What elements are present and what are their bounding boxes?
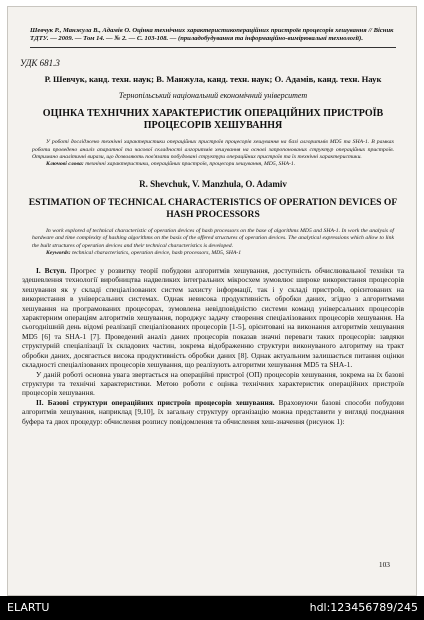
authors-english: R. Shevchuk, V. Manzhula, O. Adamiv bbox=[139, 179, 287, 190]
udk-code: УДК 681.3 bbox=[20, 58, 60, 69]
affiliation: Тернопільський національний економічний університет bbox=[118, 91, 308, 101]
keywords-ukrainian bbox=[32, 161, 394, 168]
keywords-english-text: technical characteristics, operation device, hash processors, MD5, SHA-1 bbox=[72, 249, 242, 256]
section1-paragraph2: У даній роботі основна увага звертається на операційні пристрої (ОП) процесорів хешування, зокрема на їх базові структури та технічні характеристики. Метою роботи є оцінка технічних характеристик операційних пристроїв процесорів хешування. bbox=[22, 369, 404, 398]
section1-paragraph1 bbox=[22, 266, 404, 369]
keywords-english-label: Keywords: bbox=[46, 249, 71, 256]
page-content bbox=[22, 17, 404, 595]
title-ukrainian: ОЦІНКА ТЕХНІЧНИХ ХАРАКТЕРИСТИК ОПЕРАЦІЙНИХ ПРИСТРОЇВ ПРОЦЕСОРІВ ХЕШУВАННЯ bbox=[42, 108, 384, 132]
section2-heading: ІІ. Базові структури операційних пристроїв процесорів хешування. bbox=[36, 397, 275, 407]
section1-text1: Прогрес у розвитку теорії побудови алгоритмів хешування, доступність обчислювальної техніки та здешевлення технології виробництва надвеликих інтегральних мікросхем зумовлює широке використання процесорів хешування як у складі спеціалізованих систем захисту інформації, так і у складі пристроїв, орієнтованих на використання в універсальних системах. Однак невисока продуктивність обробки даних, згідно з алгоритмами хешування на програмованих процесорах, зумовлена невідповідністю системи команд універсальних процесорів характерним операціям алгоритмів хешування, породжує задачу створення спеціалізованих процесорів хешування. На сьогоднішній день відомі реалізації спеціалізованих процесорів [1-5], орієнтовані на виконання алгоритмів хешування MD5 [6] та SHA-1 [7]. Проведений аналіз даних процесорів показав значні переваги таких процесорів: завдяки структурній спеціалізації їх складових частин, зокрема відображенню структури виконуваного алгоритму на тракт обробки даних, досягається висока продуктивність обробки даних [8]. Однак актуальним залишається питання оцінки складності спеціалізованих процесорів хешування, що реалізують алгоритми хешування MD5 та SHA-1. bbox=[22, 266, 404, 370]
page-number: 103 bbox=[378, 560, 390, 569]
keywords-english bbox=[32, 250, 394, 257]
handle-identifier[interactable]: hdl:123456789/245 bbox=[309, 601, 418, 614]
repository-name: ELARTU bbox=[7, 601, 50, 614]
title-english: ESTIMATION OF TECHNICAL CHARACTERISTICS OF OPERATION DEVICES OF HASH PROCESSORS bbox=[28, 197, 398, 221]
scanned-page bbox=[7, 6, 417, 596]
citation-header: Шевчук Р., Манжула В., Адамів О. Оцінка технічних характеристикопераційних пристроїв процесорів хешування // Вісник ТДТУ. — 2009. — Том 14. — № 2. — С. 103-108. — (приладобудування та інформаційно-вимірювальні технології). bbox=[30, 27, 396, 48]
section2-paragraph1 bbox=[22, 398, 404, 426]
keywords-ukrainian-text: технічні характеристики, операційних пристроїв, процесори хешування, MD5, SHA-1. bbox=[85, 161, 296, 168]
authors-ukrainian: Р. Шевчук, канд. техн. наук; В. Манжула, канд. техн. наук; О. Адамів, канд. техн. Наук bbox=[44, 74, 382, 85]
article-body bbox=[22, 266, 404, 426]
abstract-english: In work explored of technical characteristic of operation devices of hash processors on the base of algorithms MD5 and SHA-1. In work the analysis of hardware and time complexity of hashing algorithms on the basis of the offered structures of operation devices. The analytical expressions which allow to link the built structures of operation devices and their technical characteristics is developed. bbox=[32, 228, 394, 249]
repository-footer-bar bbox=[0, 596, 424, 620]
keywords-ukrainian-label: Ключові слова: bbox=[46, 161, 84, 168]
section2-text1: Враховуючи базові способи побудови алгоритмів хешування, наприклад [9,10], їх загальну структуру організацію можна представити у вигляді поєднання буфера та двох процедур: обчислення розпису повідомлення та обчислення хеш-значення (рисунок 1): bbox=[22, 397, 404, 426]
abstract-ukrainian: У роботі досліджено технічні характеристики операційних пристроїв процесорів хешування на базі алгоритмів MD5 та SHA-1. В рамках роботи проведено аналіз апаратної та часової складності алгоритмів хешування на основі запропонованих структур операційних пристроїв. Отримано аналітичні вирази, що дозволяють пов'язати побудовані структури операційних пристроїв та їх технічні характеристики. bbox=[32, 139, 394, 160]
section1-heading: І. Вступ. bbox=[36, 266, 67, 276]
